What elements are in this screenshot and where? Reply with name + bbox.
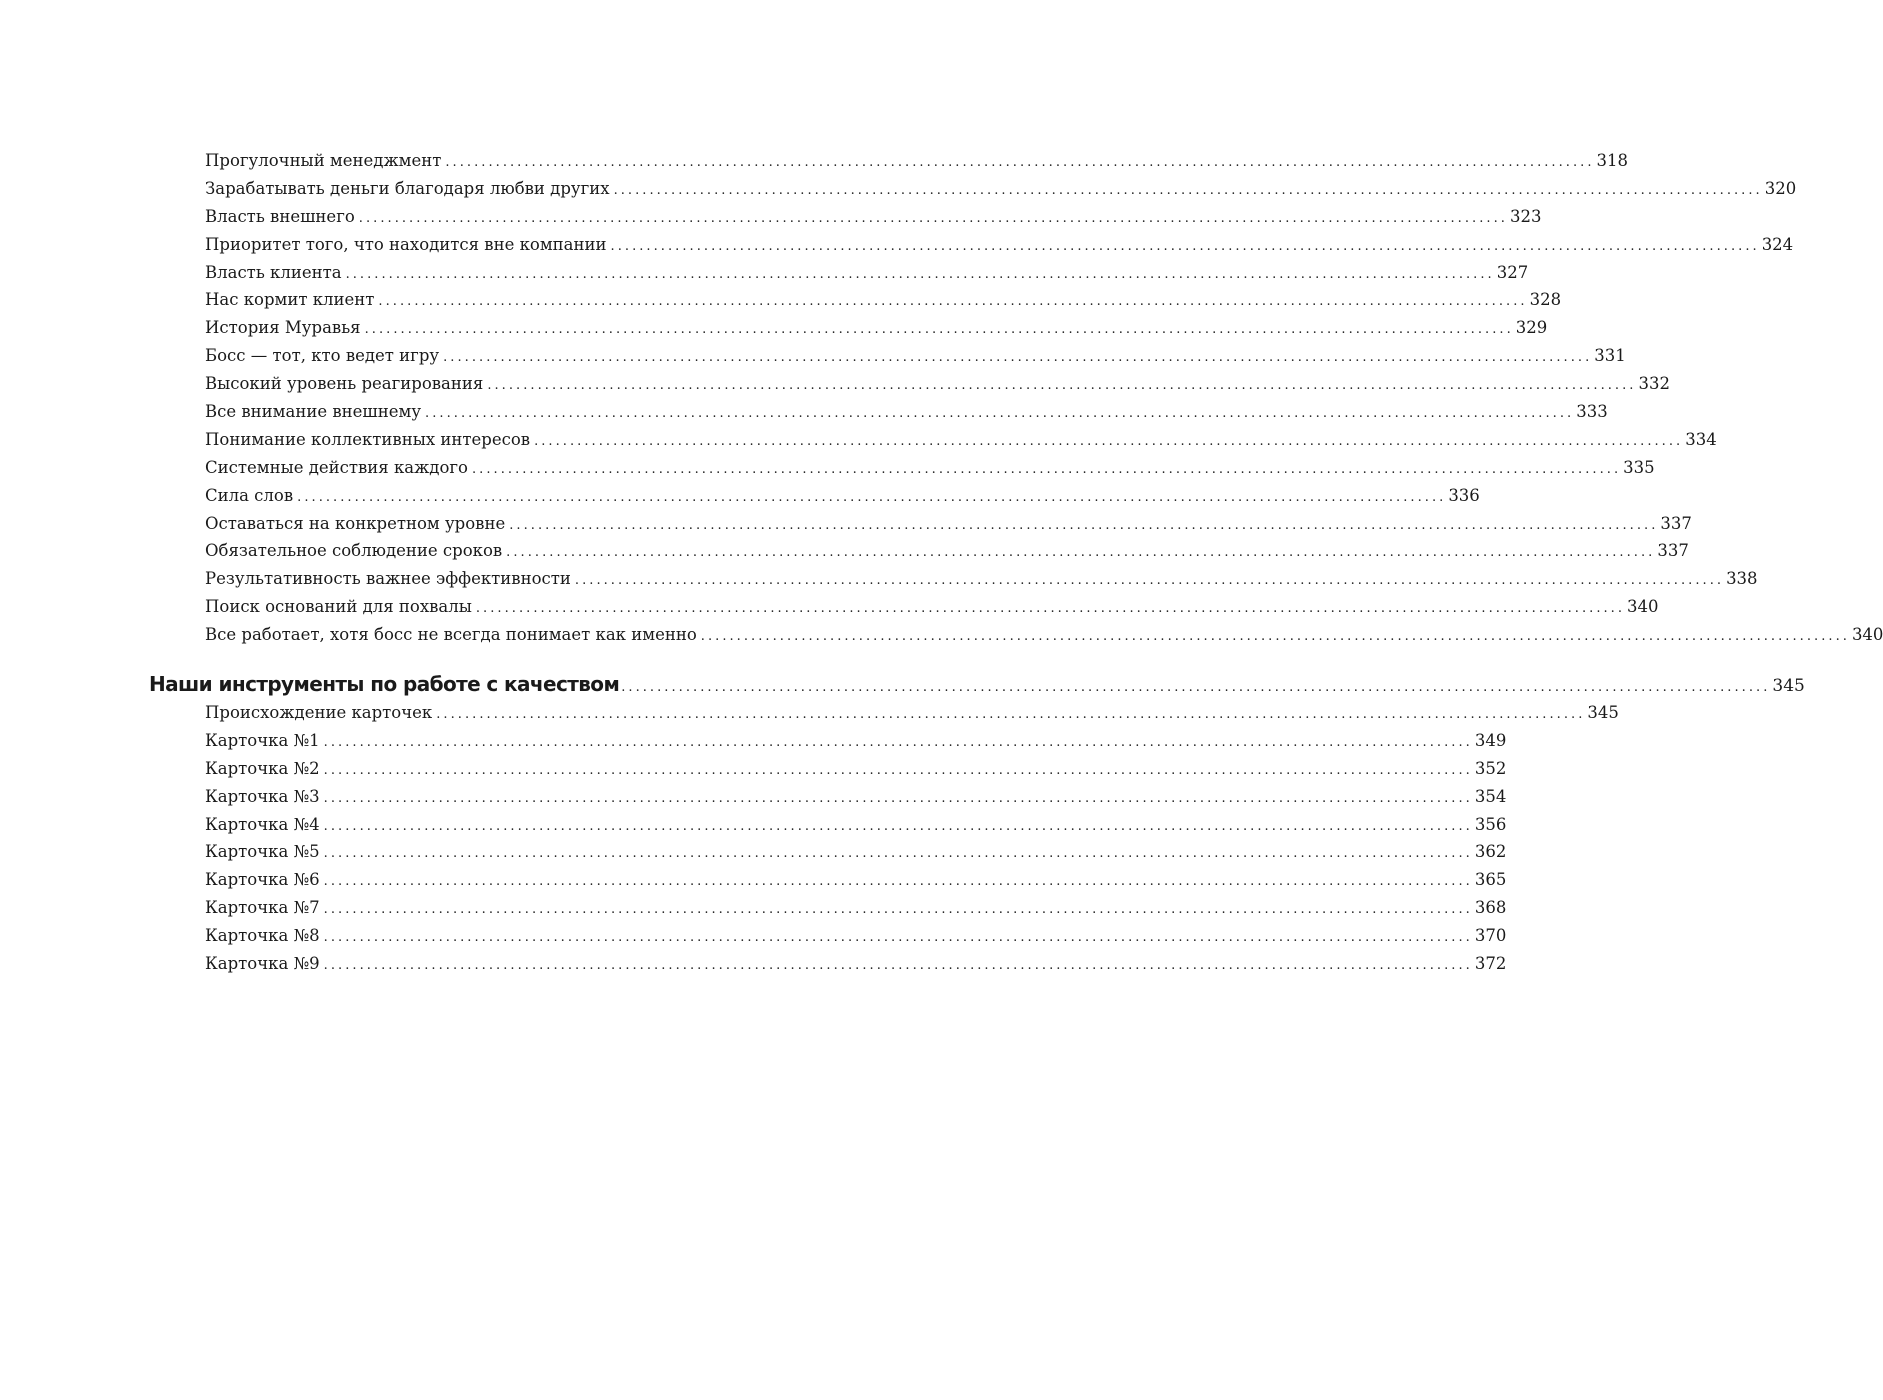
dot-leader: ................................................................................................................................................................: [436, 707, 1586, 722]
toc-entry-page-number: 323: [1509, 206, 1542, 226]
toc-entry-page-number: 320: [1764, 178, 1797, 198]
toc-entry: [0, 510, 1692, 538]
toc-entry-page-number: 345: [1587, 703, 1619, 722]
dot-leader: ................................................................................................................................................................: [487, 378, 1637, 394]
toc-entry-page-number: 335: [1623, 457, 1655, 477]
toc-entry-title: Обязательное соблюдение сроков: [205, 541, 503, 561]
toc-entry-page-number: 333: [1576, 402, 1608, 422]
toc-entry: [0, 147, 1629, 175]
toc-entry-title: Карточка №7: [205, 898, 320, 918]
toc-entry: [0, 699, 1619, 727]
toc-entry-title: Все внимание внешнему: [205, 402, 422, 422]
toc-entry-title: Карточка №6: [205, 870, 320, 890]
toc-entry-title: Высокий уровень реагирования: [205, 374, 484, 394]
toc-entry-title: Нас кормит клиент: [205, 290, 375, 310]
toc-entry: [0, 565, 1758, 593]
dot-leader: ................................................................................................................................................................: [445, 155, 1595, 170]
toc-entry-title: Карточка №4: [205, 814, 320, 834]
toc-entry-title: Приоритет того, что находится вне компании: [205, 234, 607, 254]
toc-entry: [0, 727, 1507, 755]
toc-entry: [0, 838, 1507, 866]
toc-entry-title: История Муравья: [205, 318, 361, 338]
toc-entry-title: Оставаться на конкретном уровне: [205, 513, 506, 533]
toc-entry-page-number: 324: [1761, 234, 1794, 254]
dot-leader: ................................................................................................................................................................: [506, 545, 1656, 561]
toc-entry-page-number: 370: [1474, 926, 1507, 946]
dot-leader: ................................................................................................................................................................: [297, 489, 1447, 505]
toc-entry: [0, 342, 1626, 370]
toc-section-heading-page-number: 345: [1772, 676, 1805, 696]
toc-entry-title: Происхождение карточек: [205, 703, 433, 722]
toc-entry: [0, 398, 1608, 426]
toc-entry-title: Результативность важнее эффективности: [205, 569, 571, 589]
toc-entry: [0, 866, 1507, 894]
dot-leader: ................................................................................................................................................................: [574, 573, 1725, 589]
dot-leader: ................................................................................................................................................................: [323, 762, 1473, 778]
toc-entry-page-number: 340: [1627, 597, 1659, 617]
toc-entry: [0, 370, 1670, 398]
toc-entry: [0, 286, 1562, 314]
toc-entry-title: Карточка №8: [205, 926, 320, 946]
toc-entry-title: Карточка №9: [205, 954, 320, 974]
toc-entry-page-number: 337: [1660, 513, 1692, 533]
toc-entry-title: Карточка №2: [205, 758, 320, 778]
dot-leader: ................................................................................................................................................................: [378, 294, 1528, 310]
toc-entry-title: Прогулочный менеджмент: [205, 151, 442, 170]
toc-entry: [0, 482, 1480, 510]
toc-entry: [0, 314, 1548, 342]
dot-leader: ................................................................................................................................................................: [443, 350, 1593, 366]
toc-entry-page-number: 332: [1638, 374, 1670, 394]
dot-leader: ................................................................................................................................................................: [509, 517, 1659, 533]
toc-entry-page-number: 352: [1474, 758, 1507, 778]
toc-entry: [0, 454, 1655, 482]
dot-leader: ................................................................................................................................................................: [425, 406, 1575, 422]
dot-leader: ................................................................................................................................................................: [323, 790, 1473, 806]
toc-entry-page-number: 337: [1657, 541, 1689, 561]
toc-entry-title: Понимание коллективных интересов: [205, 429, 531, 449]
toc-entry: [0, 203, 1542, 231]
toc-entry-page-number: 340: [1851, 625, 1883, 645]
toc-entry-page-number: 331: [1594, 346, 1626, 366]
toc-entry: [0, 621, 1883, 649]
dot-leader: ................................................................................................................................................................: [471, 461, 1622, 477]
toc-entry-page-number: 318: [1596, 151, 1629, 170]
dot-leader: ................................................................................................................................................................: [364, 322, 1514, 338]
toc-entry: [0, 537, 1689, 565]
toc-entry: [0, 783, 1507, 811]
toc-entry-page-number: 372: [1474, 954, 1507, 974]
toc-entry-title: Власть клиента: [205, 262, 342, 282]
toc-entry-page-number: 328: [1529, 290, 1562, 310]
toc-entry-page-number: 362: [1474, 842, 1507, 862]
toc-entry-page-number: 354: [1474, 786, 1507, 806]
toc-section-2: [0, 669, 1805, 978]
toc-entry-title: Власть внешнего: [205, 206, 355, 226]
toc-entry-title: Зарабатывать деньги благодаря любви других: [205, 178, 610, 198]
dot-leader: ................................................................................................................................................................: [358, 210, 1508, 226]
toc-entry: [0, 231, 1794, 259]
toc-entry: [0, 950, 1507, 978]
toc-entry: [0, 755, 1507, 783]
toc-entry: [0, 593, 1659, 621]
toc-entry-title: Карточка №5: [205, 842, 320, 862]
dot-leader: ................................................................................................................................................................: [323, 874, 1473, 890]
dot-leader: ................................................................................................................................................................: [610, 238, 1760, 254]
toc-entry-page-number: 329: [1515, 318, 1548, 338]
toc-entry-page-number: 356: [1474, 814, 1507, 834]
dot-leader: ................................................................................................................................................................: [323, 902, 1473, 918]
dot-leader: ................................................................................................................................................................: [323, 930, 1473, 946]
dot-leader: ................................................................................................................................................................: [475, 601, 1626, 617]
toc-entry-title: Системные действия каждого: [205, 457, 468, 477]
dot-leader: ................................................................................................................................................................: [613, 182, 1763, 198]
toc-entry-title: Карточка №1: [205, 730, 320, 750]
dot-leader: ................................................................................................................................................................: [323, 734, 1473, 750]
toc-entry-page-number: 368: [1474, 898, 1507, 918]
toc-entry: [0, 175, 1797, 203]
toc-entry: [0, 426, 1717, 454]
toc-section-1: [0, 147, 1883, 649]
toc-entry-page-number: 336: [1448, 485, 1480, 505]
toc-entry-title: Босс — тот, кто ведет игру: [205, 346, 440, 366]
dot-leader: ................................................................................................................................................................: [700, 629, 1850, 645]
toc-entry: [0, 811, 1507, 839]
dot-leader: ................................................................................................................................................................: [345, 266, 1495, 282]
toc-entry-page-number: 349: [1474, 730, 1507, 750]
toc-section-heading-title: Наши инструменты по работе с качеством: [149, 672, 620, 696]
toc-entry: [0, 894, 1507, 922]
dot-leader: ................................................................................................................................................................: [323, 818, 1473, 834]
dot-leader: ................................................................................................................................................................: [534, 433, 1684, 449]
toc-entry-page-number: 334: [1685, 429, 1717, 449]
toc-entry-title: Все работает, хотя босс не всегда понимает как именно: [205, 625, 697, 645]
toc-entry-title: Сила слов: [205, 485, 294, 505]
toc-entry-title: Карточка №3: [205, 786, 320, 806]
toc-entry-page-number: 327: [1496, 262, 1529, 282]
dot-leader: ................................................................................................................................................................: [323, 958, 1473, 974]
toc-entry: [0, 259, 1529, 287]
dot-leader: ................................................................................................................................................................: [621, 680, 1771, 695]
toc-section-heading: [0, 669, 1805, 699]
toc-entry-page-number: 365: [1474, 870, 1507, 890]
toc-entry-page-number: 338: [1726, 569, 1758, 589]
dot-leader: ................................................................................................................................................................: [323, 846, 1473, 862]
toc-entry: [0, 922, 1507, 950]
toc-entry-title: Поиск оснований для похвалы: [205, 597, 472, 617]
